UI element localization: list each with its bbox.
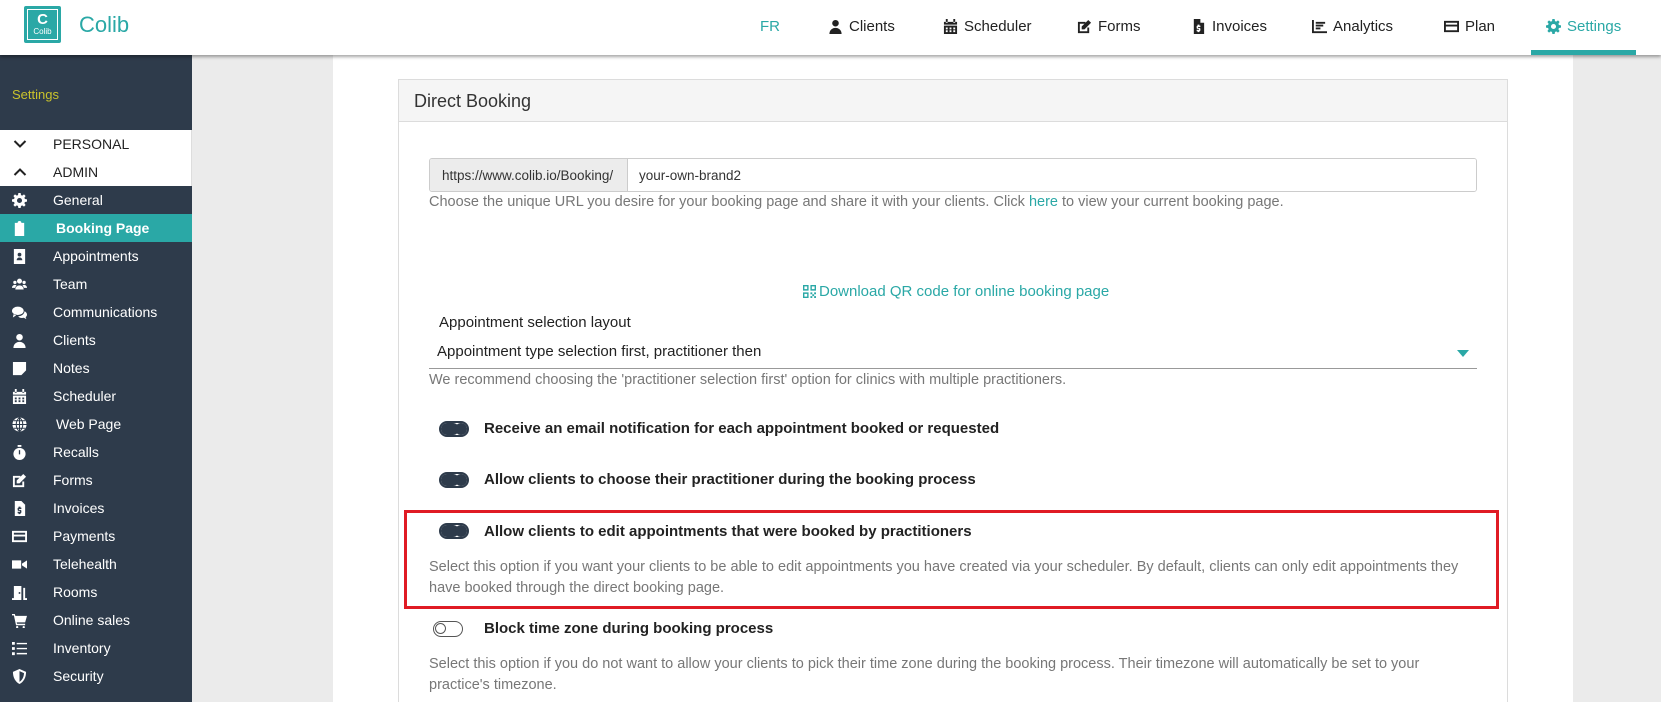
sidebar-item-label: Rooms xyxy=(53,584,98,600)
nav-settings[interactable] xyxy=(1546,15,1621,37)
sidebar-item-label: Booking Page xyxy=(56,220,150,236)
layout-label: Appointment selection layout xyxy=(439,314,631,331)
nav-scheduler[interactable] xyxy=(943,15,1032,37)
logo-glyph: C xyxy=(37,11,48,28)
sidebar-section-label: PERSONAL xyxy=(53,136,130,152)
email-notification-label: Receive an email notification for each appointment booked or requested xyxy=(484,420,1000,437)
layout-help: We recommend choosing the 'practitioner selection first' option for clinics with multiple practitioners. xyxy=(429,372,1067,388)
sidebar-item-booking-page[interactable] xyxy=(0,214,192,242)
sidebar-item-appointments[interactable] xyxy=(0,242,192,270)
sidebar-item-label: General xyxy=(53,192,103,208)
qr-link-label: Download QR code for online booking page xyxy=(819,283,1110,300)
nav-label: Settings xyxy=(1567,17,1622,35)
sidebar-item-recalls[interactable] xyxy=(0,438,192,466)
gear-icon xyxy=(1546,19,1561,34)
chart-icon xyxy=(1312,19,1327,34)
nav-label: Clients xyxy=(849,17,895,35)
sidebar-item-label: Team xyxy=(53,276,88,292)
nav-label: Analytics xyxy=(1333,17,1394,35)
nav-label: Forms xyxy=(1098,17,1141,35)
layout-select[interactable] xyxy=(429,340,1477,369)
users-icon xyxy=(12,277,27,292)
help-text: to view your current booking page. xyxy=(1057,194,1284,210)
nav-analytics[interactable] xyxy=(1312,15,1393,37)
logo-text: Colib xyxy=(33,27,52,36)
colib-logo[interactable] xyxy=(24,6,61,43)
sidebar-item-scheduler[interactable] xyxy=(0,382,192,410)
chevron-down-icon xyxy=(13,137,27,151)
sidebar-item-clients[interactable] xyxy=(0,326,192,354)
credit-card-icon xyxy=(12,529,27,544)
nav-label: Invoices xyxy=(1212,17,1268,35)
sidebar-item-team[interactable] xyxy=(0,270,192,298)
globe-icon xyxy=(12,417,27,432)
calendar-icon xyxy=(943,19,958,34)
user-icon xyxy=(12,333,27,348)
sidebar-item-notes[interactable] xyxy=(0,354,192,382)
address-book-icon xyxy=(12,249,27,264)
block-timezone-toggle[interactable] xyxy=(433,621,463,637)
sidebar-item-label: Appointments xyxy=(53,248,139,264)
calendar-icon xyxy=(12,389,27,404)
sidebar-item-rooms[interactable] xyxy=(0,578,192,606)
email-notification-toggle[interactable] xyxy=(439,421,469,437)
sidebar-item-label: Web Page xyxy=(56,416,122,432)
invoice-icon xyxy=(12,501,27,516)
credit-card-icon xyxy=(1444,19,1459,34)
clipboard-icon xyxy=(12,221,27,236)
top-navbar xyxy=(0,0,1661,55)
booking-url-help xyxy=(429,192,1284,213)
nav-label: Plan xyxy=(1465,17,1496,35)
sidebar-item-communications[interactable] xyxy=(0,298,192,326)
caret-down-icon xyxy=(1457,350,1469,357)
view-booking-page-link[interactable]: here xyxy=(1028,194,1058,210)
brand-name[interactable]: Colib xyxy=(79,12,130,37)
settings-sidebar xyxy=(0,55,192,702)
sidebar-item-label: Telehealth xyxy=(53,556,117,572)
help-text: Choose the unique URL you desire for your booking page and share it with your clients. Click xyxy=(429,194,1029,210)
download-qr-link[interactable] xyxy=(803,283,1109,300)
sidebar-item-label: Recalls xyxy=(53,444,99,460)
panel-header xyxy=(399,80,1507,122)
choose-practitioner-label: Allow clients to choose their practitioner during the booking process xyxy=(484,471,976,488)
sidebar-item-inventory[interactable] xyxy=(0,634,192,662)
booking-url-group xyxy=(429,158,1477,192)
booking-url-prefix: https://www.colib.io/Booking/ xyxy=(430,159,628,191)
sidebar-item-payments[interactable] xyxy=(0,522,192,550)
language-toggle-fr[interactable]: FR xyxy=(760,17,780,35)
block-timezone-help: Select this option if you do not want to allow your clients to pick their time zone during the booking process. Their timezone will automatically be set to your practice's timezone. xyxy=(429,656,1420,693)
highlight-box xyxy=(404,510,1499,609)
sidebar-item-label: Communications xyxy=(53,304,158,320)
sidebar-section-admin[interactable] xyxy=(0,158,192,186)
sidebar-item-label: Forms xyxy=(53,472,93,488)
sidebar-item-forms[interactable] xyxy=(0,466,192,494)
chevron-up-icon xyxy=(13,165,27,179)
edit-icon xyxy=(1077,19,1092,34)
nav-label: Scheduler xyxy=(964,17,1032,35)
edit-icon xyxy=(12,473,27,488)
sidebar-item-general[interactable] xyxy=(0,186,192,214)
video-icon xyxy=(12,557,27,572)
sidebar-item-online-sales[interactable] xyxy=(0,606,192,634)
door-icon xyxy=(12,585,27,600)
active-tab-underline xyxy=(1531,50,1636,55)
sidebar-item-label: Online sales xyxy=(53,612,131,628)
sidebar-title: Settings xyxy=(12,87,59,102)
invoice-icon xyxy=(1191,19,1206,34)
layout-select-value: Appointment type selection first, practitioner then xyxy=(437,343,762,360)
nav-invoices[interactable] xyxy=(1191,15,1267,37)
shield-icon xyxy=(12,669,27,684)
block-timezone-label: Block time zone during booking process xyxy=(484,620,774,637)
cart-icon xyxy=(12,613,27,628)
sidebar-item-security[interactable] xyxy=(0,662,192,690)
sticky-note-icon xyxy=(12,361,27,376)
nav-plan[interactable] xyxy=(1444,15,1495,37)
sidebar-item-label: Inventory xyxy=(53,640,111,656)
sidebar-item-label: Clients xyxy=(53,332,96,348)
edit-practitioner-appointments-label: Allow clients to edit appointments that were booked by practitioners xyxy=(484,523,972,540)
edit-practitioner-appointments-help: Select this option if you want your clients to be able to edit appointments you have created via your scheduler. By default, clients can only edit appointments they have booked through the direct booking page. xyxy=(429,559,1459,596)
choose-practitioner-toggle[interactable] xyxy=(439,472,469,488)
sidebar-item-label: Security xyxy=(53,668,104,684)
user-icon xyxy=(828,19,843,34)
comments-icon xyxy=(12,305,27,320)
stopwatch-icon xyxy=(12,445,27,460)
sidebar-item-web-page[interactable] xyxy=(0,410,192,438)
sidebar-section-personal[interactable] xyxy=(0,130,192,158)
sidebar-item-invoices[interactable] xyxy=(0,494,192,522)
nav-forms[interactable] xyxy=(1077,15,1141,37)
sidebar-item-label: Invoices xyxy=(53,500,105,516)
list-icon xyxy=(12,641,27,656)
qrcode-icon xyxy=(803,285,816,298)
sidebar-item-label: Payments xyxy=(53,528,116,544)
booking-url-input[interactable] xyxy=(628,159,1476,191)
sidebar-item-label: Scheduler xyxy=(53,388,117,404)
sidebar-item-label: Notes xyxy=(53,360,90,376)
gear-icon xyxy=(12,193,27,208)
sidebar-item-telehealth[interactable] xyxy=(0,550,192,578)
sidebar-section-label: ADMIN xyxy=(53,164,99,180)
panel-title: Direct Booking xyxy=(414,91,532,111)
nav-clients[interactable] xyxy=(828,15,895,37)
